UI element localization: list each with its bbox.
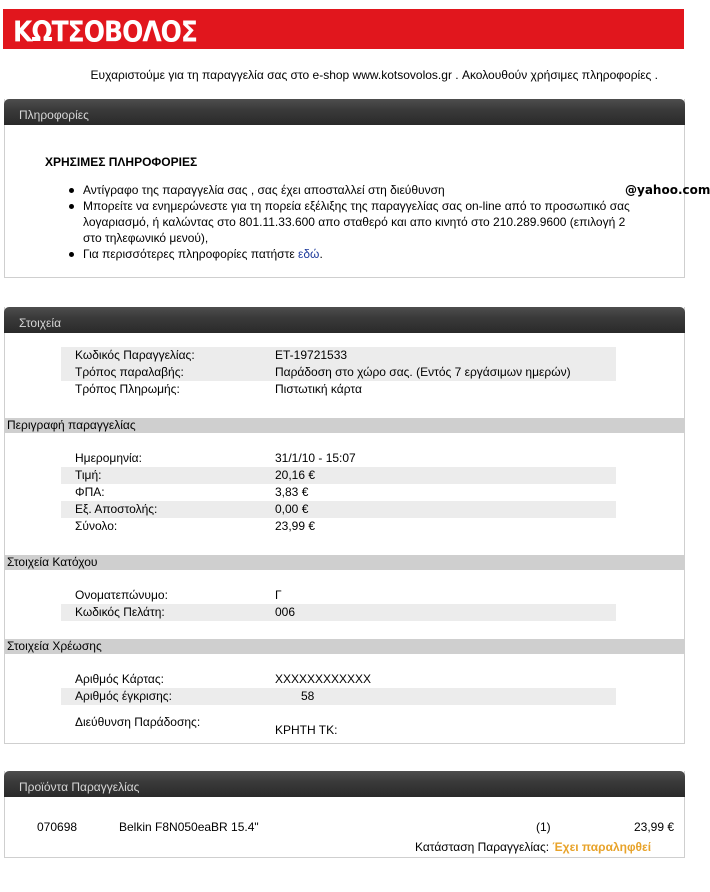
table-row: Διεύθυνση Παράδοσης: ΚΡΗΤΗ ΤΚ:: [61, 705, 616, 739]
approval-number: 58: [301, 689, 315, 703]
table-row: Κωδικός Πελάτη: 006: [61, 604, 616, 621]
table-row: Τρόπος Πληρωμής: Πιστωτική κάρτα: [75, 382, 362, 396]
info-item-more: Για περισσότερες πληροφορίες πατήστε εδώ.: [69, 246, 639, 262]
section-order-description: Περιγραφή παραγγελίας: [5, 418, 684, 433]
table-row: Τιμή: 20,16 €: [61, 467, 616, 484]
table-row: Τρόπος παραλαβής: Παράδοση στο χώρο σας. (Εντός 7 εργάσιμων ημερών): [61, 364, 616, 381]
table-row: Κωδικός Παραγγελίας: ET-19721533: [61, 347, 616, 364]
table-row: Ημερομηνία: 31/1/10 - 15:07: [75, 451, 356, 465]
product-price: 23,99 €: [634, 820, 675, 834]
holder-name: Γ: [275, 588, 282, 602]
info-title: ΧΡΗΣΙΜΕΣ ΠΛΗΡΟΦΟΡΙΕΣ: [45, 155, 198, 169]
logo-bar: [3, 9, 684, 49]
delivery-address: ΚΡΗΤΗ ΤΚ:: [275, 723, 338, 737]
order-status: [415, 840, 651, 854]
product-row: [5, 820, 684, 835]
details-panel-header: Στοιχεία: [4, 307, 685, 333]
table-row: Εξ. Αποστολής: 0,00 €: [61, 501, 616, 518]
email-address: @yahoo.com: [625, 183, 710, 197]
table-row: ΦΠΑ: 3,83 €: [75, 485, 309, 499]
holder-table: [61, 587, 616, 621]
product-name: Belkin F8N050eaBR 15.4": [119, 820, 259, 834]
info-item-tracking: Μπορείτε να ενημερώνεστε για τη πορεία εξέλιξης της παραγγελίας σας on-line από το προσωπικό σας λογαριασμό, ή καλώντας στο 801.11.33.600 απο σταθερό και απο κινητό στο 210.289.9600 (επιλογή 2 στο τηλεφωνικό μενού),: [69, 198, 639, 246]
products-panel-header: Προϊόντα Παραγγελίας: [4, 771, 685, 797]
order-code: ET-19721533: [275, 348, 348, 362]
info-list: [69, 182, 710, 262]
info-item-email: Αντίγραφο της παραγγελία σας , σας έχει αποσταλλεί στη διεύθυνση @yahoo.com: [69, 182, 639, 198]
info-panel-header: Πληροφορίες: [4, 99, 685, 125]
table-row: Ονοματεπώνυμο: Γ: [61, 587, 616, 604]
card-number: XXXXXXXXXXXX: [275, 672, 372, 686]
section-billing: Στοιχεία Χρέωσης: [5, 639, 684, 654]
section-holder: Στοιχεία Κατόχου: [5, 555, 684, 570]
products-panel: [4, 771, 685, 858]
info-panel: [4, 99, 710, 278]
order-info-table: [61, 347, 616, 398]
product-quantity: (1): [536, 820, 551, 834]
kotsovolos-logo: ΚΩΤΣΟΒΟΛΟΣ: [13, 15, 197, 49]
billing-table: [61, 671, 616, 739]
details-panel: [4, 307, 685, 744]
table-row: Αριθμός έγκρισης: 58: [61, 688, 616, 705]
product-code: 070698: [37, 820, 78, 834]
order-description-table: [61, 450, 616, 535]
intro-text: Ευχαριστούμε για τη παραγγελία σας στο e-shop www.kotsovolos.gr . Ακολουθούν χρήσιμες πληροφορίες .: [90, 68, 658, 82]
table-row: Αριθμός Κάρτας: XXXXXXXXXXXX: [61, 671, 616, 688]
order-total: 23,99 €: [275, 519, 316, 533]
table-row: Σύνολο: 23,99 €: [61, 518, 616, 535]
customer-code: 006: [275, 605, 296, 619]
order-status-label: Κατάσταση Παραγγελίας:: [415, 840, 550, 854]
more-info-link[interactable]: εδώ: [298, 247, 320, 261]
order-status-value: Έχει παραληφθεί: [552, 840, 652, 854]
